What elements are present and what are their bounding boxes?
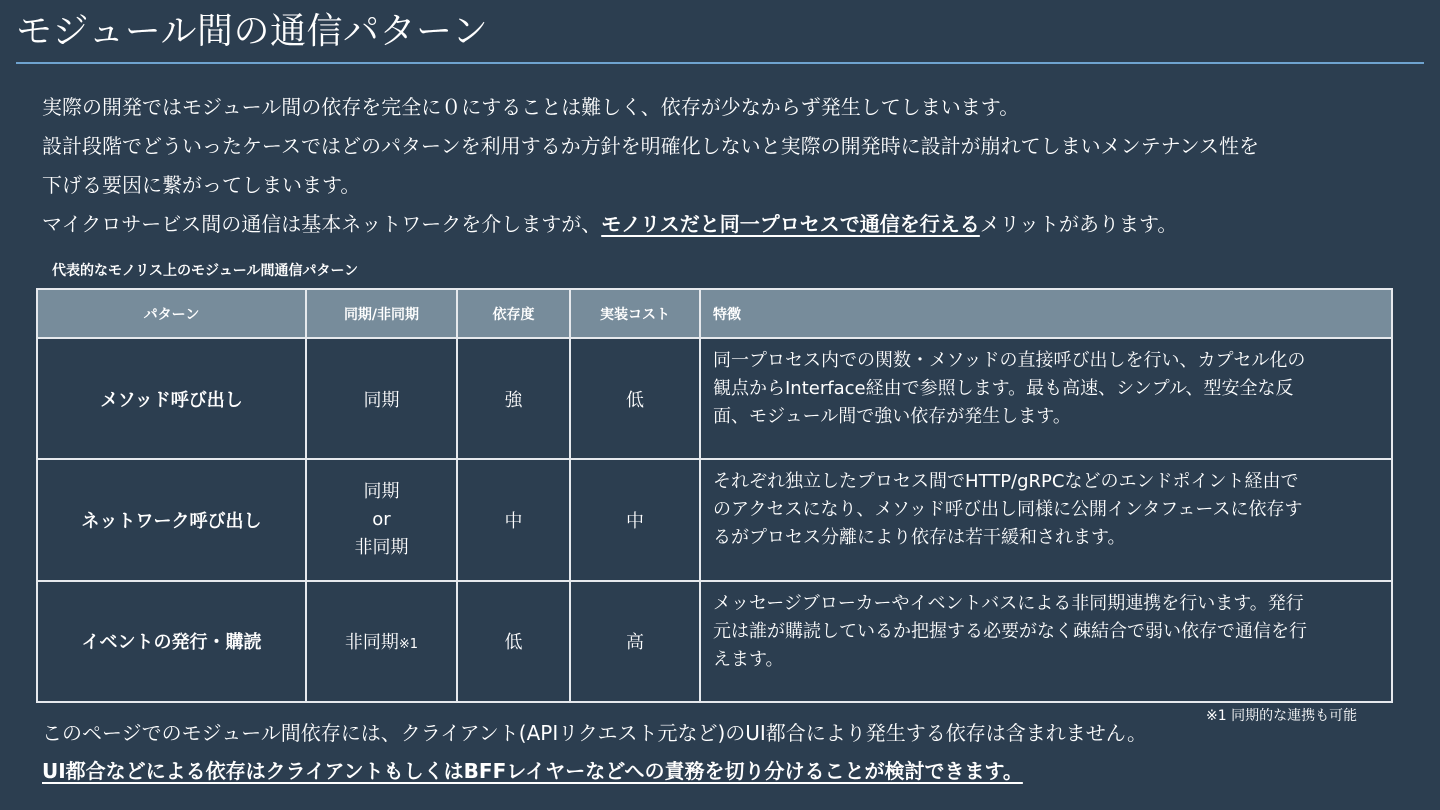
- features-line: それぞれ独立したプロセス間でHTTP/gRPCなどのエンドポイント経由で: [713, 471, 1299, 493]
- table-row: [37, 581, 1392, 702]
- table-row: [37, 459, 1392, 580]
- footnote-marker: ※1: [398, 637, 419, 653]
- column-header-dependency: 依存度: [457, 289, 570, 338]
- features-line: えます。: [713, 648, 784, 670]
- pattern-name: ネットワーク呼び出し: [37, 459, 306, 580]
- pattern-name: メソッド呼び出し: [37, 338, 306, 459]
- bottom-emphasis: UI都合などによる依存はクライアントもしくはBFFレイヤーなどへの責務を切り分けることが検討できます。: [42, 759, 1023, 783]
- bottom-line: このページでのモジュール間依存には、クライアント(APIリクエスト元など)のUI都合により発生する依存は含まれません。: [42, 721, 1147, 745]
- dependency-cell: 強: [457, 338, 570, 459]
- bottom-notes: [42, 714, 1402, 790]
- table-caption: 代表的なモノリス上のモジュール間通信パターン: [52, 263, 359, 279]
- patterns-table: [36, 288, 1393, 703]
- sync-cell: 同期: [306, 338, 457, 459]
- title-divider: [16, 62, 1424, 64]
- intro-line: 下げる要因に繋がってしまいます。: [42, 173, 361, 197]
- column-header-sync: 同期/非同期: [306, 289, 457, 338]
- intro-line-text: メリットがあります。: [979, 212, 1178, 236]
- intro-text: [42, 88, 1402, 244]
- column-header-pattern: パターン: [37, 289, 306, 338]
- features-line: のアクセスになり、メソッド呼び出し同様に公開インタフェースに依存す: [713, 499, 1303, 521]
- sync-line: 非同期: [354, 536, 409, 558]
- features-line: 観点からInterface経由で参照します。最も高速、シンプル、型安全な反: [713, 378, 1294, 399]
- features-cell: [700, 338, 1392, 459]
- sync-cell: [306, 581, 457, 702]
- features-line: 面、モジュール間で強い依存が発生します。: [713, 406, 1071, 427]
- cost-cell: 高: [570, 581, 700, 702]
- intro-line: [42, 205, 1402, 244]
- features-cell: [700, 581, 1392, 702]
- sync-line: 同期: [363, 480, 400, 502]
- features-line: 同一プロセス内での関数・メソッドの直接呼び出しを行い、カプセル化の: [713, 350, 1306, 371]
- intro-line: 設計段階でどういったケースではどのパターンを利用するか方針を明確化しないと実際の開発時に設計が崩れてしまいメンテナンス性を: [42, 134, 1259, 158]
- features-line: るがプロセス分離により依存は若干緩和されます。: [713, 527, 1126, 549]
- column-header-cost: 実装コスト: [570, 289, 700, 338]
- column-header-features: 特徴: [700, 289, 1392, 338]
- intro-line: 実際の開発ではモジュール間の依存を完全に０にすることは難しく、依存が少なからず発生してしまいます。: [42, 95, 1020, 119]
- features-cell: [700, 459, 1392, 580]
- pattern-name: イベントの発行・購読: [37, 581, 306, 702]
- sync-line: or: [372, 508, 391, 530]
- table-row: [37, 338, 1392, 459]
- cost-cell: 中: [570, 459, 700, 580]
- table-header-row: [37, 289, 1392, 338]
- features-line: メッセージブローカーやイベントバスによる非同期連携を行います。発行: [713, 592, 1304, 614]
- sync-cell: [306, 459, 457, 580]
- intro-emphasis: モノリスだと同一プロセスで通信を行える: [601, 212, 980, 236]
- sync-value: 非同期: [344, 632, 399, 654]
- dependency-cell: 中: [457, 459, 570, 580]
- page-title: モジュール間の通信パターン: [16, 11, 489, 52]
- intro-line-text: マイクロサービス間の通信は基本ネットワークを介しますが、: [42, 212, 602, 236]
- cost-cell: 低: [570, 338, 700, 459]
- features-line: 元は誰が購読しているか把握する必要がなく疎結合で弱い依存で通信を行: [713, 620, 1307, 642]
- dependency-cell: 低: [457, 581, 570, 702]
- table-footnote: ※1 同期的な連携も可能: [1206, 708, 1358, 724]
